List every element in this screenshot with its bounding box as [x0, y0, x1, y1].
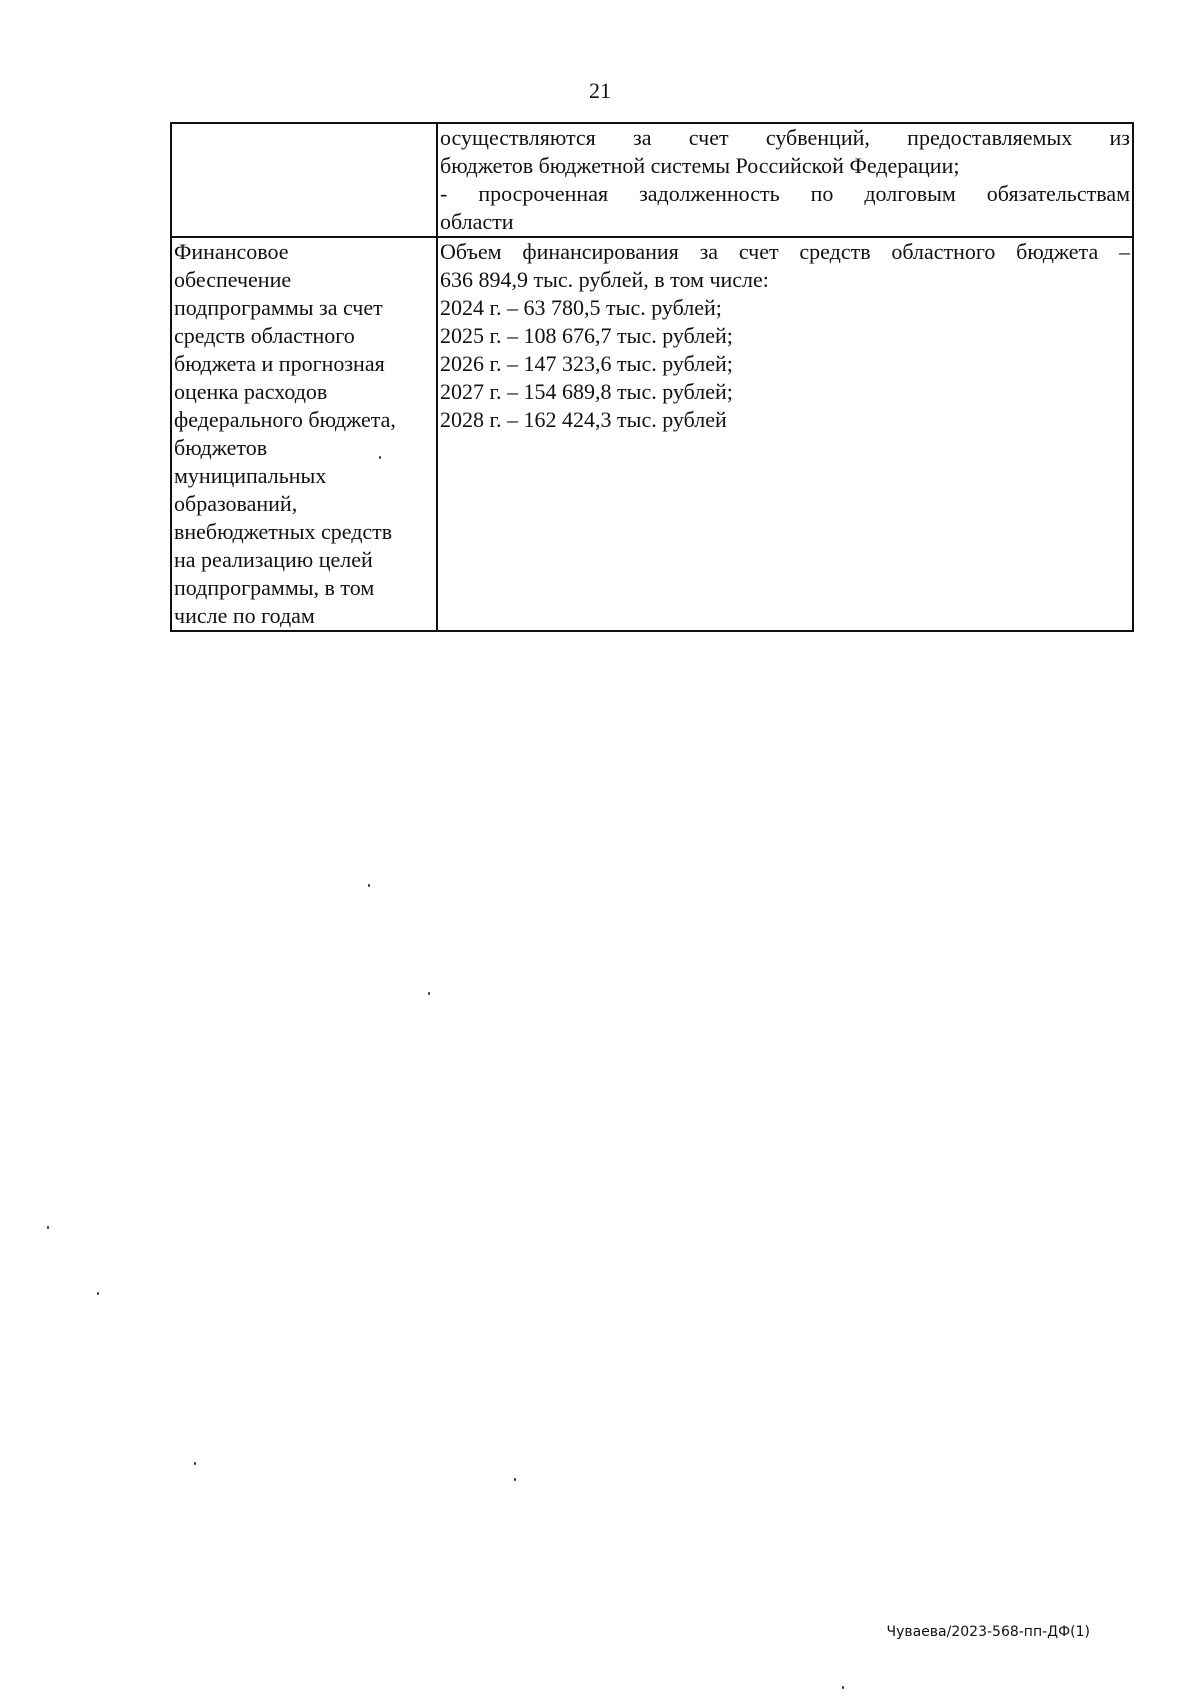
- text-line: образований,: [174, 491, 298, 516]
- text-line: бюджетов бюджетной системы Российской Федерации;: [440, 153, 960, 178]
- scan-speck: [514, 1478, 516, 1481]
- text-line: осуществляются за счет субвенций, предоставляемых из: [440, 125, 1130, 150]
- table-row: [171, 123, 1133, 237]
- text-line: на реализацию целей: [174, 547, 373, 572]
- text-line: подпрограммы, в том: [174, 575, 375, 600]
- text-line: федерального бюджета,: [174, 407, 396, 432]
- page-number: 21: [589, 78, 611, 103]
- text-line: средств областного: [174, 323, 355, 348]
- text-line: 636 894,9 тыс. рублей, в том числе:: [440, 267, 769, 292]
- text-line: 2028 г. – 162 424,3 тыс. рублей: [440, 407, 727, 432]
- text-line: муниципальных: [174, 463, 327, 488]
- document-reference: Чуваева/2023-568-пп-ДФ(1): [886, 1624, 1090, 1640]
- scan-speck: [842, 1686, 844, 1689]
- text-line: внебюджетных средств: [174, 519, 393, 544]
- text-line: 2026 г. – 147 323,6 тыс. рублей;: [440, 351, 733, 376]
- text-line: числе по годам: [174, 603, 315, 628]
- text-line: - просроченная задолженность по долговым обязательствам: [440, 181, 1130, 206]
- table-row: [171, 237, 1133, 631]
- table-cell-value: [437, 237, 1133, 631]
- scan-speck: [379, 456, 381, 459]
- text-line: Финансовое: [174, 239, 289, 264]
- table-cell-value: [437, 123, 1133, 237]
- subprogram-passport-table: [170, 122, 1134, 632]
- text-line: подпрограммы за счет: [174, 295, 383, 320]
- table-cell-label: [171, 237, 437, 631]
- table-cell-label: [171, 123, 437, 237]
- scan-speck: [47, 1226, 49, 1229]
- text-line: 2027 г. – 154 689,8 тыс. рублей;: [440, 379, 733, 404]
- text-line: бюджета и прогнозная: [174, 351, 385, 376]
- text-line: области: [440, 209, 514, 234]
- text-line: Объем финансирования за счет средств областного бюджета –: [440, 239, 1130, 264]
- text-line: бюджетов: [174, 435, 268, 460]
- scan-speck: [368, 884, 370, 887]
- text-line: 2024 г. – 63 780,5 тыс. рублей;: [440, 295, 722, 320]
- text-line: оценка расходов: [174, 379, 328, 404]
- scan-speck: [428, 992, 430, 995]
- text-line: обеспечение: [174, 267, 292, 292]
- scan-speck: [97, 1292, 99, 1295]
- scan-speck: [194, 1462, 196, 1465]
- text-line: 2025 г. – 108 676,7 тыс. рублей;: [440, 323, 733, 348]
